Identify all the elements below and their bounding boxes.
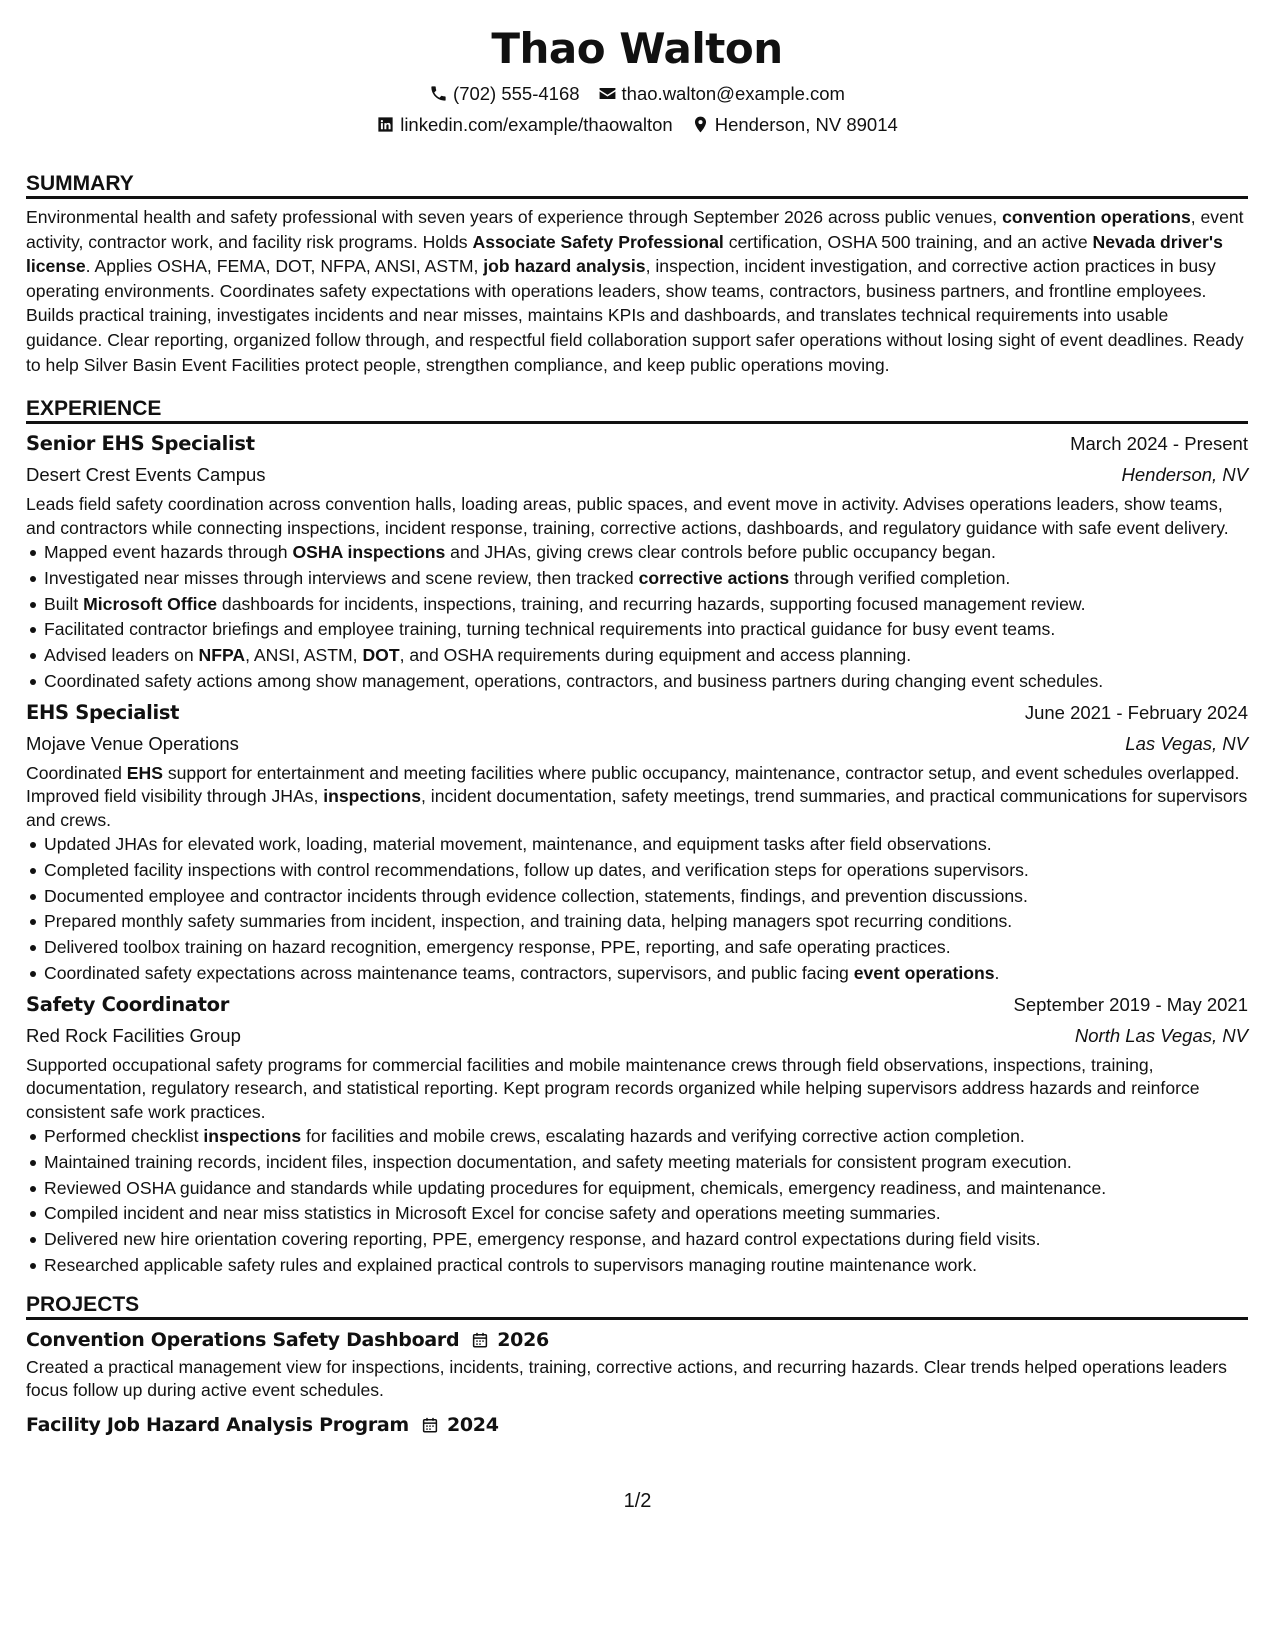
job-header — [26, 990, 1248, 1020]
bullet-item: Prepared monthly safety summaries from incident, inspection, and training data, helping managers spot recurring conditions. — [26, 909, 1248, 935]
bullet-item: Maintained training records, incident files, inspection documentation, and safety meeting materials for consistent program execution. — [26, 1150, 1248, 1176]
resume-page — [26, 0, 1248, 1441]
project-name: Convention Operations Safety Dashboard — [26, 1328, 460, 1351]
job-bullets — [26, 540, 1248, 694]
job-location: Las Vegas, NV — [1125, 732, 1248, 754]
bullet-item: Investigated near misses through interviews and scene review, then tracked corrective actions through verified completion. — [26, 566, 1248, 592]
job-entry — [26, 698, 1248, 987]
map-pin-icon — [691, 115, 710, 134]
bullet-item: Built Microsoft Office dashboards for incidents, inspections, training, and recurring hazards, supporting focused management review. — [26, 592, 1248, 618]
summary-text: Environmental health and safety professional with seven years of experience through September 2026 across public venues, convention operations, event activity, contractor work, and facility risk programs. Holds Associate Safety Professional certification, OSHA 500 training, and an active Nevada driver's license. Applies OSHA, FEMA, DOT, NFPA, ANSI, ASTM, job hazard analysis, inspection, incident investigation, and corrective action practices in busy operating environments. Coordinates safety expectations with operations leaders, show teams, contractors, business partners, and frontline employees. Builds practical training, investigates incidents and near misses, maintains KPIs and dashboards, and translates technical requirements into usable guidance. Clear reporting, organized follow through, and respectful field collaboration support safer operations without losing sight of event deadlines. Ready to help Silver Basin Event Facilities protect people, strengthen compliance, and keep public operations moving. — [26, 207, 1244, 375]
job-header — [26, 429, 1248, 459]
job-title: Safety Coordinator — [26, 992, 230, 1016]
company-name: Mojave Venue Operations — [26, 732, 239, 754]
bullet-item: Delivered new hire orientation covering reporting, PPE, emergency response, and hazard control expectations during field visits. — [26, 1227, 1248, 1253]
bullet-item: Coordinated safety actions among show management, operations, contractors, and business partners during changing event schedules. — [26, 669, 1248, 695]
project-header — [26, 1409, 1248, 1441]
contact-location — [691, 109, 898, 140]
bullet-item: Updated JHAs for elevated work, loading, material movement, maintenance, and equipment tasks after field observations. — [26, 832, 1248, 858]
phone-text: (702) 555-4168 — [453, 83, 580, 104]
linkedin-icon — [376, 115, 395, 134]
projects-heading: PROJECTS — [26, 1290, 1248, 1320]
contact-row-1 — [26, 78, 1248, 109]
bullet-item: Performed checklist inspections for facilities and mobile crews, escalating hazards and verifying corrective action completion. — [26, 1124, 1248, 1150]
job-location: Henderson, NV — [1121, 464, 1248, 486]
projects-list — [26, 1324, 1248, 1441]
bullet-item: Coordinated safety expectations across maintenance teams, contractors, supervisors, and public facing event operations. — [26, 961, 1248, 987]
project-name: Facility Job Hazard Analysis Program — [26, 1413, 409, 1436]
calendar-icon — [471, 1331, 489, 1349]
job-description: Supported occupational safety programs for commercial facilities and mobile maintenance crews through field observations, inspections, training, documentation, regulatory research, and statistical reporting. Kept program records organized while helping supervisors address hazards and reinforce consistent safe work practices. — [26, 1054, 1200, 1122]
bullet-item: Mapped event hazards through OSHA inspections and JHAs, giving crews clear controls before public occupancy began. — [26, 540, 1248, 566]
job-bullets — [26, 832, 1248, 986]
linkedin-text[interactable]: linkedin.com/example/thaowalton — [400, 114, 673, 135]
job-title: EHS Specialist — [26, 700, 180, 724]
bullet-item: Documented employee and contractor incidents through evidence collection, statements, findings, and prevention discussions. — [26, 884, 1248, 910]
page-number: 1/2 — [623, 1490, 652, 1512]
job-location: North Las Vegas, NV — [1074, 1024, 1248, 1046]
experience-heading: EXPERIENCE — [26, 394, 1248, 424]
project-year: 2024 — [446, 1413, 499, 1436]
bullet-item: Researched applicable safety rules and explained practical controls to supervisors managing routine maintenance work. — [26, 1253, 1248, 1279]
contact-email[interactable] — [598, 78, 845, 109]
project-year: 2026 — [497, 1328, 549, 1351]
contact-phone — [429, 78, 580, 109]
job-entry — [26, 429, 1248, 694]
job-title: Senior EHS Specialist — [26, 432, 255, 456]
phone-icon — [429, 84, 448, 103]
company-name: Red Rock Facilities Group — [26, 1024, 241, 1046]
project-year-group — [471, 1324, 549, 1356]
location-text: Henderson, NV 89014 — [714, 114, 898, 135]
summary-heading: SUMMARY — [26, 169, 1248, 199]
calendar-icon — [421, 1416, 439, 1434]
bullet-item: Facilitated contractor briefings and employee training, turning technical requirements into practical guidance for busy event teams. — [26, 617, 1248, 643]
project-header — [26, 1324, 1248, 1356]
project-year-group — [421, 1409, 499, 1441]
job-dates: March 2024 - Present — [1070, 433, 1248, 455]
experience-list — [26, 429, 1248, 1278]
project-entry — [26, 1324, 1248, 1403]
company-name: Desert Crest Events Campus — [26, 464, 266, 486]
bullet-item: Reviewed OSHA guidance and standards while updating procedures for equipment, chemicals, emergency readiness, and maintenance. — [26, 1176, 1248, 1202]
project-entry — [26, 1409, 1248, 1441]
contact-row-2 — [26, 109, 1248, 140]
job-subheader — [26, 1020, 1248, 1051]
job-subheader — [26, 728, 1248, 759]
envelope-icon — [598, 84, 617, 103]
job-dates: June 2021 - February 2024 — [1024, 701, 1248, 723]
job-header — [26, 698, 1248, 728]
job-entry — [26, 990, 1248, 1279]
project-description: Created a practical management view for inspections, incidents, training, corrective actions, and recurring hazards. Clear trends helped operations leaders focus follow up during active event schedules. — [26, 1356, 1227, 1401]
bullet-item: Compiled incident and near miss statistics in Microsoft Excel for concise safety and operations meeting summaries. — [26, 1201, 1248, 1227]
bullet-item: Completed facility inspections with control recommendations, follow up dates, and verification steps for operations supervisors. — [26, 858, 1248, 884]
job-description: Coordinated EHS support for entertainment and meeting facilities where public occupancy, maintenance, contractor setup, and event schedules overlapped. Improved field visibility through JHAs, inspections, incident documentation, safety meetings, trend summaries, and practical communications for supervisors and crews. — [26, 762, 1248, 830]
bullet-item: Delivered toolbox training on hazard recognition, emergency response, PPE, reporting, and safe operating practices. — [26, 935, 1248, 961]
email-text[interactable]: thao.walton@example.com — [621, 83, 845, 104]
job-bullets — [26, 1124, 1248, 1278]
job-dates: September 2019 - May 2021 — [1013, 993, 1248, 1015]
job-subheader — [26, 459, 1248, 490]
bullet-item: Advised leaders on NFPA, ANSI, ASTM, DOT, and OSHA requirements during equipment and access planning. — [26, 643, 1248, 669]
candidate-name: Thao Walton — [491, 24, 783, 73]
contact-linkedin[interactable] — [376, 109, 673, 140]
job-description: Leads field safety coordination across convention halls, loading areas, public spaces, and event move in activity. Advises operations leaders, show teams, and contractors while connecting inspections, incident response, training, corrective actions, dashboards, and regulatory guidance with safe event delivery. — [26, 494, 1229, 538]
